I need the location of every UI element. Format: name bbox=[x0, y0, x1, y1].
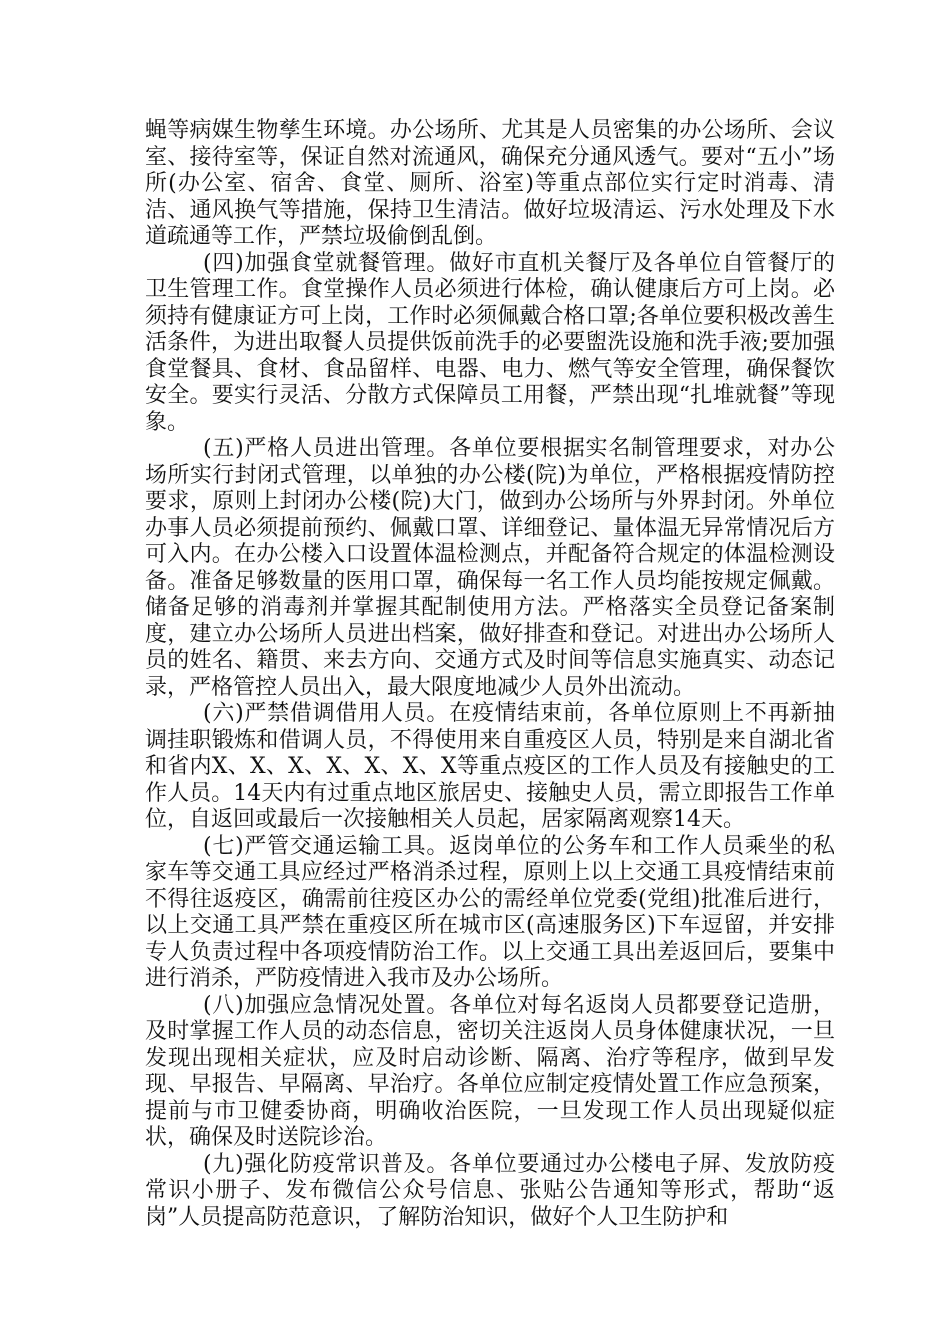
paragraph-emergency-handling: (八)加强应急情况处置。各单位对每名返岗人员都要登记造册，及时掌握工作人员的动态信息，密切关注返岗人员身体健康状况，一旦发现出现相关症状，应及时启动诊断、隔离、治疗等程序，做到早发现、早报告、早隔离、早治疗。各单位应制定疫情处置工作应急预案，提前与市卫健委协商，明确收治医院，一旦发现工作人员出现疑似症状，确保及时送院诊治。 bbox=[145, 992, 835, 1150]
paragraph-continuation: 蝇等病媒生物孳生环境。办公场所、尤其是人员密集的办公场所、会议室、接待室等，保证自然对流通风，确保充分通风透气。要对“五小”场所(办公室、宿舍、食堂、厕所、浴室)等重点部位实行定时消毒、清洁、通风换气等措施，保持卫生清洁。做好垃圾清运、污水处理及下水道疏通等工作，严禁垃圾偷倒乱倒。 bbox=[145, 118, 835, 249]
paragraph-vehicle-control: (七)严管交通运输工具。返岗单位的公务车和工作人员乘坐的私家车等交通工具应经过严格消杀过程，原则上以上交通工具疫情结束前不得往返疫区，确需前往疫区办公的需经单位党委(党组)批准后进行，以上交通工具严禁在重疫区所在城市区(高速服务区)下车逗留，并安排专人负责过程中各项疫情防治工作。以上交通工具出差返回后，要集中进行消杀，严防疫情进入我市及办公场所。 bbox=[145, 833, 835, 991]
paragraph-access-management: (五)严格人员进出管理。各单位要根据实名制管理要求，对办公场所实行封闭式管理，以单独的办公楼(院)为单位，严格根据疫情防控要求，原则上封闭办公楼(院)大门，做到办公场所与外界封闭。外单位办事人员必须提前预约、佩戴口罩、详细登记、量体温无异常情况后方可入内。在办公楼入口设置体温检测点，并配备符合规定的体温检测设备。准备足够数量的医用口罩，确保每一名工作人员均能按规定佩戴。储备足够的消毒剂并掌握其配制使用方法。严格落实全员登记备案制度，建立办公场所人员进出档案，做好排查和登记。对进出办公场所人员的姓名、籍贯、来去方向、交通方式及时间等信息实施真实、动态记录，严格管控人员出入，最大限度地减少人员外出流动。 bbox=[145, 436, 835, 700]
paragraph-canteen-management: (四)加强食堂就餐管理。做好市直机关餐厅及各单位自管餐厅的卫生管理工作。食堂操作人员必须进行体检，确认健康后方可上岗。必须持有健康证方可上岗，工作时必须佩戴合格口罩;各单位要积极改善生活条件，为进出取餐人员提供饭前洗手的必要盥洗设施和洗手液;要加强食堂餐具、食材、食品留样、电器、电力、燃气等安全管理，确保餐饮安全。要实行灵活、分散方式保障员工用餐，严禁出现“扎堆就餐”等现象。 bbox=[145, 250, 835, 435]
paragraph-prevention-knowledge: (九)强化防疫常识普及。各单位要通过办公楼电子屏、发放防疫常识小册子、发布微信公众号信息、张贴公告通知等形式，帮助“返岗”人员提高防范意识，了解防治知识，做好个人卫生防护和 bbox=[145, 1151, 835, 1230]
paragraph-secondment-ban: (六)严禁借调借用人员。在疫情结束前，各单位原则上不再新抽调挂职锻炼和借调人员，不得使用来自重疫区人员，特别是来自湖北省和省内X、X、X、X、X、X、X等重点疫区的工作人员及有接触史的工作人员。14天内有过重点地区旅居史、接触史人员，需立即报告工作单位，自返回或最后一次接触相关人员起，居家隔离观察14天。 bbox=[145, 701, 835, 832]
document-body bbox=[145, 118, 835, 1231]
